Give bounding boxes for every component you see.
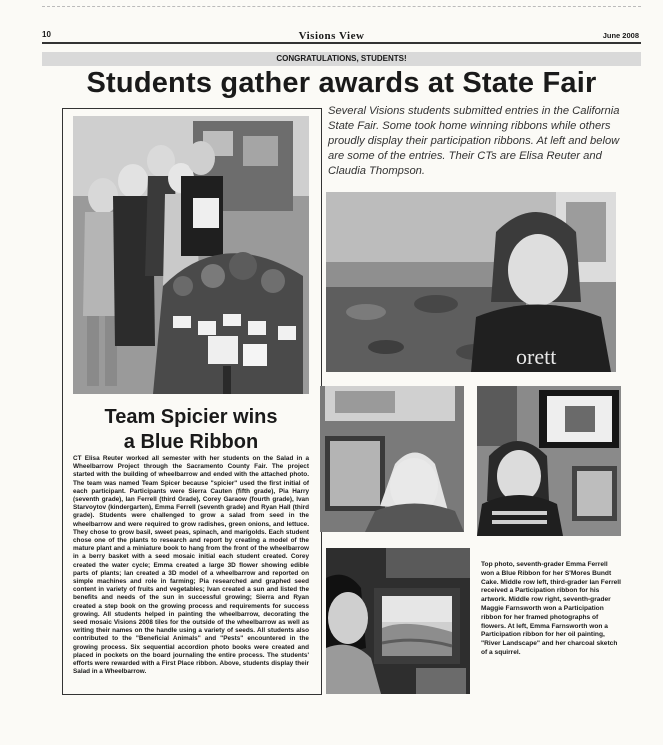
- article-headline: Students gather awards at State Fair: [86, 67, 597, 99]
- masthead: Visions View: [298, 30, 365, 42]
- top-photo: [326, 192, 616, 372]
- sidebar-headline-line2: a Blue Ribbon: [123, 431, 259, 453]
- shirt-text: orett: [516, 344, 557, 369]
- sidebar-headline: [62, 405, 320, 455]
- sidebar-headline-line1: Team Spicier wins: [104, 406, 278, 428]
- middle-right-photo: [477, 386, 621, 536]
- article-intro: Several Visions students submitted entries in the California State Fair. Some took home winning ribbons while others proudly display their participation ribbons. At left and below are some of the entries. Their CTs are Elisa Reuter and Claudia Thompson.: [328, 105, 620, 177]
- page-number: 10: [42, 30, 51, 39]
- group-photo: [73, 116, 309, 394]
- photo-caption: Top photo, seventh-grader Emma Ferrell won a Blue Ribbon for her S'Mores Bundt Cake. Middle row left, third-grader Ian Ferrell received a Participation ribbon for his artwork. Middle row right, seventh-grader Maggie Farnsworth won a Participation ribbon for her framed photographs of flowers. At left, Emma Farnsworth won a Participation ribbon for her oil painting, "River Landscape" and her charcoal sketch of a squirrel.: [481, 561, 621, 656]
- bottom-spacer: [42, 730, 641, 731]
- middle-left-photo: [320, 386, 464, 532]
- header-rule: [42, 42, 641, 44]
- bottom-photo: [326, 548, 470, 694]
- section-banner: CONGRATULATIONS, STUDENTS!: [42, 52, 641, 66]
- issue-date: June 2008: [602, 31, 639, 40]
- top-dashed-line: [42, 6, 641, 8]
- sidebar-body-text: CT Elisa Reuter worked all semester with her students on the Salad in a Wheelbarrow Project through the Sacramento County Fair. The project started with the building of wheelbarrow and ended with the attached photo. The team was named Team Spicer because "spicier" used the first initial of each participant. Participants were Sierra Cauten (fifth grade), Pia Harry (seventh grade), Ian Ferrell (third Grade), Corey Garaow (fourth grade), Ivan Starvoytov (kindergarten), Emma Ferrell (seventh grade) and Ryan Hall (third grade). Students were challenged to grow a salad from seed in the wheelbarrow and were required to grow radishes, green onions, and lettuce. They chose to grow basil, sweet peas, spinach, and marigolds. Each student chose one of the plants to research and report by creating a model of the mature plant and a miniature book to hang from the front of the wheelbarrow in a berry basket with a seed mosaic initial each student created. Corey created the water cycle; Emma created a large 3D flower showing edible parts of plants; Ian created a 3D model of a wheelbarrow and reported on simple machines and role in farming; Pia researched and graphed seed content in variety of fruits and vegetables; Ivan created a sun and listed the benefits and needs of the sun in successful growing; Sierra and Ryan created a step book on the growing process and requirements for success growing. All students helped in painting the wheelbarrow, decorating the seed mosaic Visions 2008 tiles for the outside of the wheelbarrow as well as writing their names on the handle using a variety of seeds. All students also contributed to the "Beneficial Animals" and "Pests" encountered in the growing process. Six sequential accordion photo books were created and placed in pockets on the board journaling the entire process. The students' efforts were rewarded with a First Place ribbon. Above, students display their Salad in a Wheelbarrow.: [73, 455, 309, 676]
